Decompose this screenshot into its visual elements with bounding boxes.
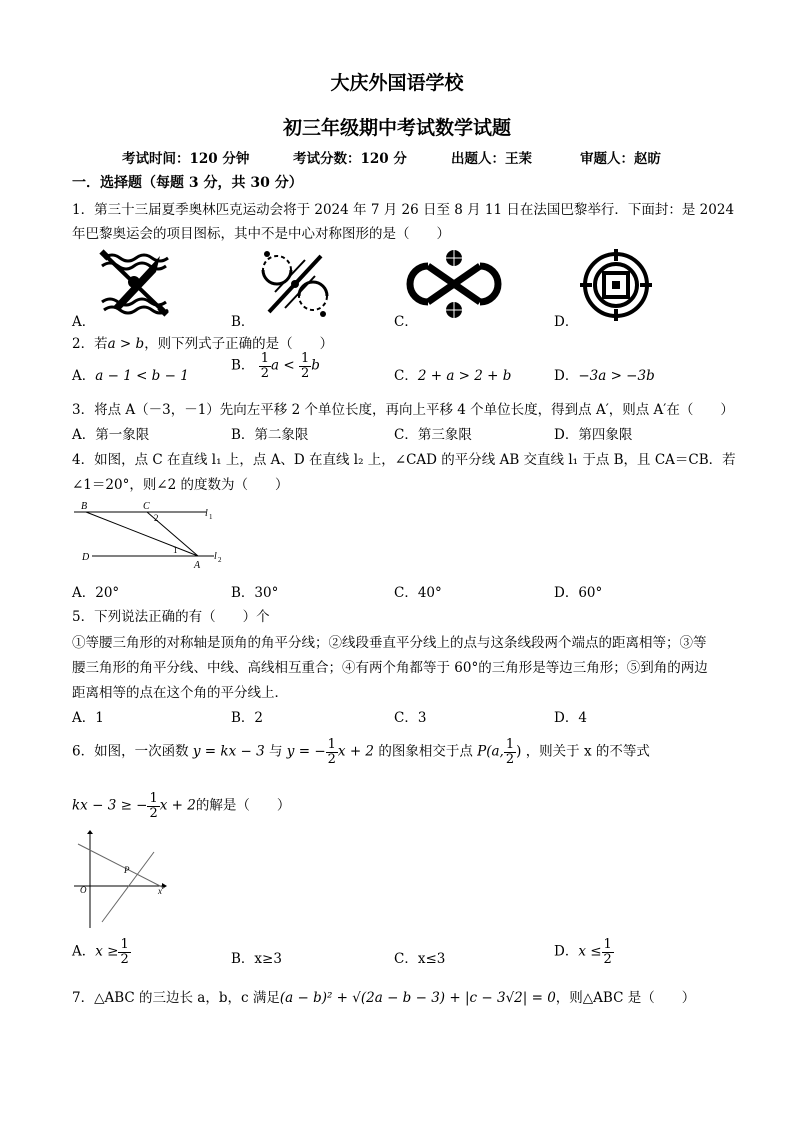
label-D: D	[82, 552, 90, 563]
q6-stem-line1: 6．如图，一次函数 y = kx − 3 与 y = − $\frac{1}{2}$ x + 2 的图象相交于点 P(a, $\frac{1}{2}$ ) ，则关于 x 的不等式	[72, 737, 650, 767]
q4-figure	[72, 498, 232, 570]
q1-option-c: C．	[394, 314, 418, 330]
q2-option-d: D．−3a > −3b	[554, 368, 655, 384]
q5-line3: 距离相等的点在这个角的平分线上．	[72, 685, 288, 701]
exam-time: 考试时间：120 分钟	[122, 151, 250, 167]
q1-option-d: D．	[554, 314, 579, 330]
q6-graph	[72, 830, 167, 930]
q5-line2: 腰三角形的角平分线、中线、高线相互重合；④有两个角都等于 60°的三角形是等边三角形；⑤到角的两边	[72, 660, 708, 676]
q6-option-c: C．x≤3	[394, 951, 446, 967]
q6-stem-line2: kx − 3 ≥ − $\frac{1}{2}$ x + 2的解是（ ）	[72, 791, 291, 821]
q7-expression: (a − b)² + √(2a − b − 3) + |c − 3√2| = 0	[279, 990, 556, 1006]
label-B: B	[81, 501, 88, 512]
q6-option-b: B．x≥3	[231, 951, 282, 967]
q3-option-a: A．第一象限	[72, 427, 150, 443]
q1-line1: 1．第三十三届夏季奥林匹克运动会将于 2024 年 7 月 26 日至 8 月 11 日在法国巴黎举行．下面封：是 2024	[72, 202, 735, 218]
label-O: O	[80, 885, 87, 895]
q5-stem: 5．下列说法正确的有（ ）个	[72, 609, 270, 625]
q4-option-a: A．20°	[72, 585, 120, 601]
q4-line2: ∠1＝20°，则∠2 的度数为（ ）	[72, 477, 289, 493]
exam-title: 初三年级期中考试数学试题	[282, 117, 511, 139]
q2-option-b: B． $\frac{1}{2}$ a < $\frac{1}{2}$ b	[231, 351, 320, 381]
section-title: 一．选择题（每题 3 分，共 30 分）	[72, 175, 303, 191]
segment-AB	[86, 512, 198, 556]
q3-option-d: D．第四象限	[554, 427, 633, 443]
target-icon	[580, 249, 652, 321]
label-l1: l	[205, 508, 208, 519]
q2-option-a: A．a − 1 < b − 1	[72, 368, 189, 384]
question-reviewer: 审题人：赵昉	[580, 151, 661, 167]
graph-line-decreasing	[78, 844, 164, 888]
label-A: A	[194, 560, 201, 571]
canoe-icon	[98, 248, 170, 318]
label-C: C	[143, 501, 150, 512]
q3-stem: 3．将点 A（－3，－1）先向左平移 2 个单位长度，再向上平移 4 个单位长度，得到点 A′，则点 A′在（ ）	[72, 402, 734, 418]
label-angle1: 1	[173, 545, 178, 555]
q3-option-c: C．第三象限	[394, 427, 472, 443]
q4-option-b: B．30°	[231, 585, 279, 601]
q5-option-c: C．3	[394, 710, 427, 726]
q5-option-a: A．1	[72, 710, 104, 726]
q2-stem: 2．若a > b，则下列式子正确的是（ ）	[72, 336, 334, 352]
label-angle2: 2	[154, 513, 159, 523]
q3-option-b: B．第二象限	[231, 427, 309, 443]
q7-stem: 7．△ABC 的三边长 a，b，c 满足(a − b)² + √(2a − b − 3) + |c − 3√2| = 0，则△ABC 是（ ）	[72, 990, 696, 1006]
q4-option-d: D．60°	[554, 585, 603, 601]
q5-option-b: B．2	[231, 710, 264, 726]
question-setter: 出题人：王茉	[451, 151, 532, 167]
q6-option-a: A．x ≥ $\frac{1}{2}$	[72, 937, 129, 967]
q4-option-c: C．40°	[394, 585, 442, 601]
q1-option-a: A．	[72, 314, 96, 330]
q5-option-d: D．4	[554, 710, 587, 726]
q1-option-b: B．	[231, 314, 255, 330]
q4-line1: 4．如图，点 C 在直线 l₁ 上，点 A、D 在直线 l₂ 上，∠CAD 的平分线 AB 交直线 l₁ 于点 B，且 CA＝CB．若	[72, 452, 736, 468]
q2-condition: a > b	[107, 336, 145, 352]
label-l2: l	[214, 551, 217, 562]
q6-option-d: D．x ≤ $\frac{1}{2}$	[554, 937, 612, 967]
basketball-icon	[418, 248, 490, 320]
label-x: x	[158, 886, 162, 896]
school-title: 大庆外国语学校	[330, 72, 464, 94]
label-l2-sub: 2	[218, 556, 222, 564]
bmx-icon	[255, 248, 335, 320]
q2-option-c: C．2 + a > 2 + b	[394, 368, 512, 384]
q1-line2: 年巴黎奥运会的项目图标，其中不是中心对称图形的是（ ）	[72, 226, 450, 242]
graph-line-increasing	[102, 852, 154, 922]
label-l1-sub: 1	[209, 513, 213, 521]
exam-score: 考试分数：120 分	[293, 151, 407, 167]
label-P: P	[124, 865, 130, 875]
q5-line1: ①等腰三角形的对称轴是顶角的角平分线；②线段垂直平分线上的点与这条线段两个端点的距离相等；③等	[72, 635, 707, 651]
